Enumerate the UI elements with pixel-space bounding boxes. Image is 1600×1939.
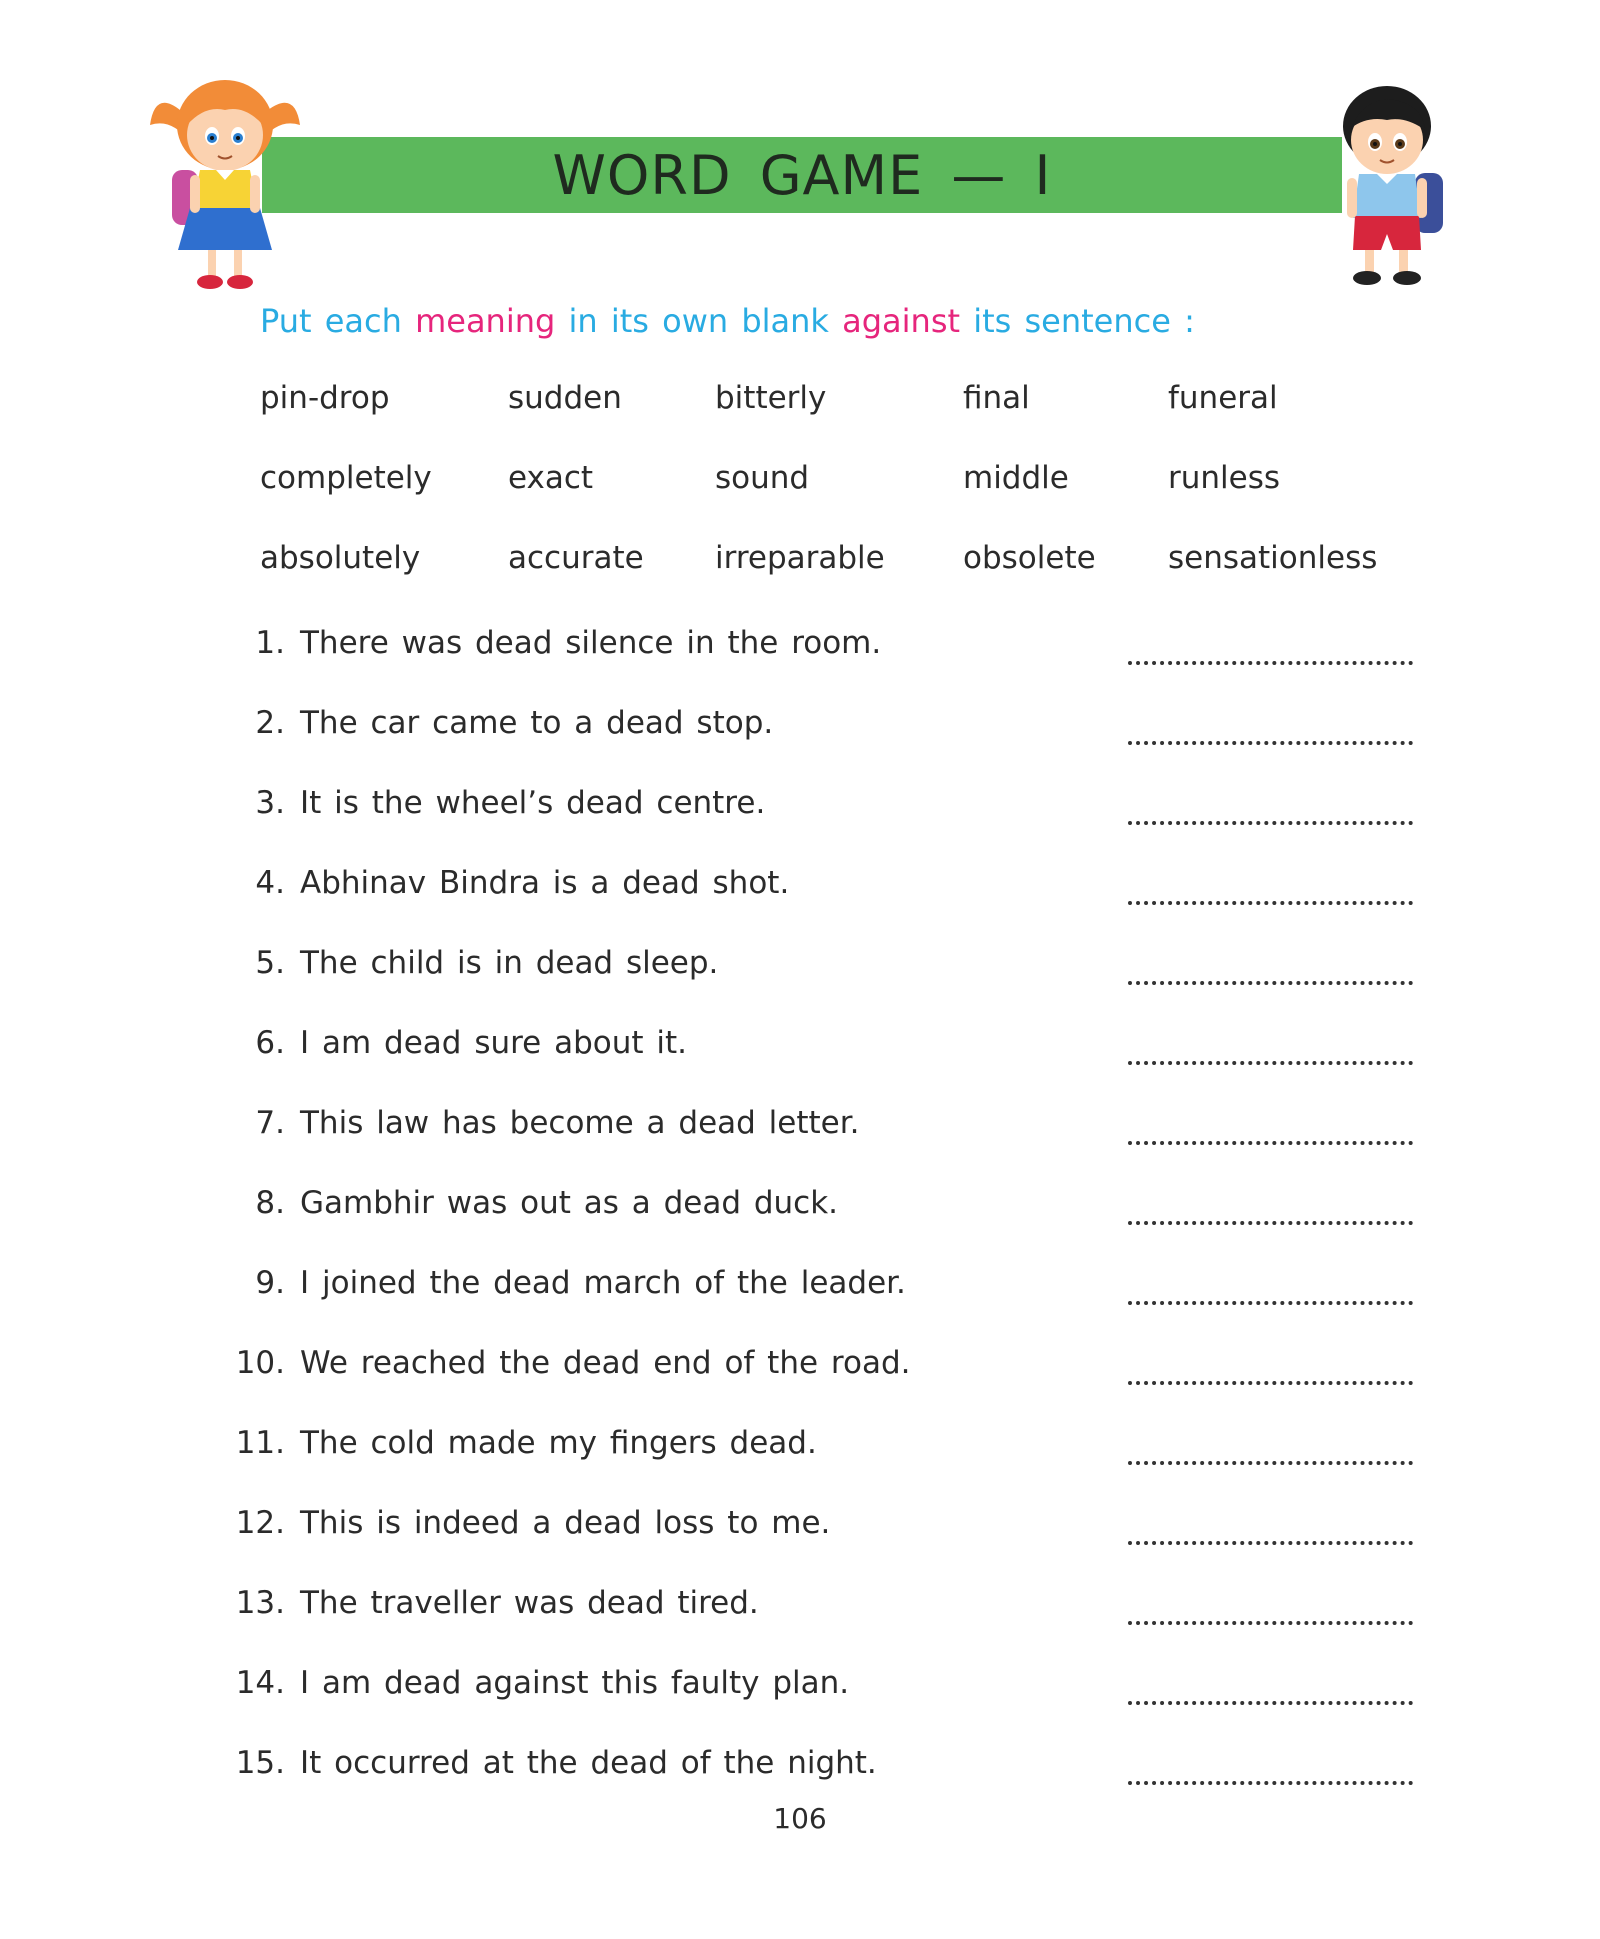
answer-blank[interactable] [1128,785,1413,825]
sentence-list [0,625,1600,1825]
answer-blank[interactable] [1128,1105,1413,1145]
sentence-text: Abhinav Bindra is a dead shot. [300,865,790,901]
answer-blank[interactable] [1128,945,1413,985]
answer-blank[interactable] [1128,1665,1413,1705]
word-option: absolutely [260,540,421,576]
instruction-highlight: against [842,302,961,340]
answer-blank[interactable] [1128,625,1413,665]
page-title: WORD GAME — I [552,143,1052,207]
word-option: accurate [508,540,644,576]
answer-blank[interactable] [1128,1745,1413,1785]
sentence-number: 7. [255,1105,285,1141]
sentence-item [0,625,1600,705]
sentence-number: 11. [235,1425,285,1461]
sentence-text: The traveller was dead tired. [300,1585,759,1621]
word-option: sound [715,460,810,496]
sentence-number: 9. [255,1265,285,1301]
sentence-text: It is the wheel’s dead centre. [300,785,766,821]
word-option: sudden [508,380,622,416]
answer-blank[interactable] [1128,1345,1413,1385]
sentence-text: Gambhir was out as a dead duck. [300,1185,839,1221]
answer-blank[interactable] [1128,1425,1413,1465]
sentence-item [0,1425,1600,1505]
answer-blank[interactable] [1128,1585,1413,1625]
sentence-text: We reached the dead end of the road. [300,1345,911,1381]
girl-with-backpack-illustration [150,70,300,295]
sentence-text: The cold made my fingers dead. [300,1425,817,1461]
word-row [260,380,1400,460]
instruction-part: its sentence : [960,302,1195,340]
word-option: exact [508,460,594,496]
sentence-number: 8. [255,1185,285,1221]
sentence-item [0,705,1600,785]
boy-with-backpack-illustration [1315,78,1465,293]
answer-blank[interactable] [1128,1025,1413,1065]
word-option: sensationless [1168,540,1378,576]
answer-blank[interactable] [1128,865,1413,905]
sentence-item [0,1345,1600,1425]
sentence-item [0,1585,1600,1665]
sentence-item [0,1505,1600,1585]
sentence-item [0,1185,1600,1265]
word-option: pin-drop [260,380,390,416]
sentence-item [0,1025,1600,1105]
sentence-number: 14. [235,1665,285,1701]
sentence-item [0,1105,1600,1185]
sentence-text: The child is in dead sleep. [300,945,719,981]
word-option: funeral [1168,380,1278,416]
sentence-number: 13. [235,1585,285,1621]
sentence-text: I am dead against this faulty plan. [300,1665,850,1701]
word-row [260,540,1400,620]
sentence-number: 10. [235,1345,285,1381]
word-option: completely [260,460,432,496]
sentence-number: 15. [235,1745,285,1781]
sentence-text: I joined the dead march of the leader. [300,1265,906,1301]
word-option: irreparable [715,540,885,576]
answer-blank[interactable] [1128,705,1413,745]
sentence-item [0,785,1600,865]
word-option: obsolete [963,540,1096,576]
instruction-part: Put each [260,302,416,340]
answer-blank[interactable] [1128,1505,1413,1545]
sentence-text: This is indeed a dead loss to me. [300,1505,831,1541]
sentence-number: 3. [255,785,285,821]
word-option: final [963,380,1030,416]
word-row [260,460,1400,540]
instruction-highlight: meaning [415,302,556,340]
word-option: runless [1168,460,1281,496]
sentence-text: This law has become a dead letter. [300,1105,860,1141]
page-number: 106 [773,1802,827,1835]
sentence-number: 1. [255,625,285,661]
sentence-number: 4. [255,865,285,901]
sentence-number: 5. [255,945,285,981]
sentence-text: I am dead sure about it. [300,1025,688,1061]
sentence-number: 6. [255,1025,285,1061]
answer-blank[interactable] [1128,1265,1413,1305]
word-bank [260,380,1400,620]
sentence-number: 12. [235,1505,285,1541]
sentence-text: There was dead silence in the room. [300,625,882,661]
sentence-text: It occurred at the dead of the night. [300,1745,877,1781]
sentence-number: 2. [255,705,285,741]
sentence-text: The car came to a dead stop. [300,705,774,741]
sentence-item [0,945,1600,1025]
instruction-part: in its own blank [555,302,843,340]
sentence-item [0,1665,1600,1745]
sentence-item [0,1265,1600,1345]
answer-blank[interactable] [1128,1185,1413,1225]
instruction-text [260,302,1195,340]
sentence-item [0,865,1600,945]
word-option: bitterly [715,380,827,416]
word-option: middle [963,460,1069,496]
